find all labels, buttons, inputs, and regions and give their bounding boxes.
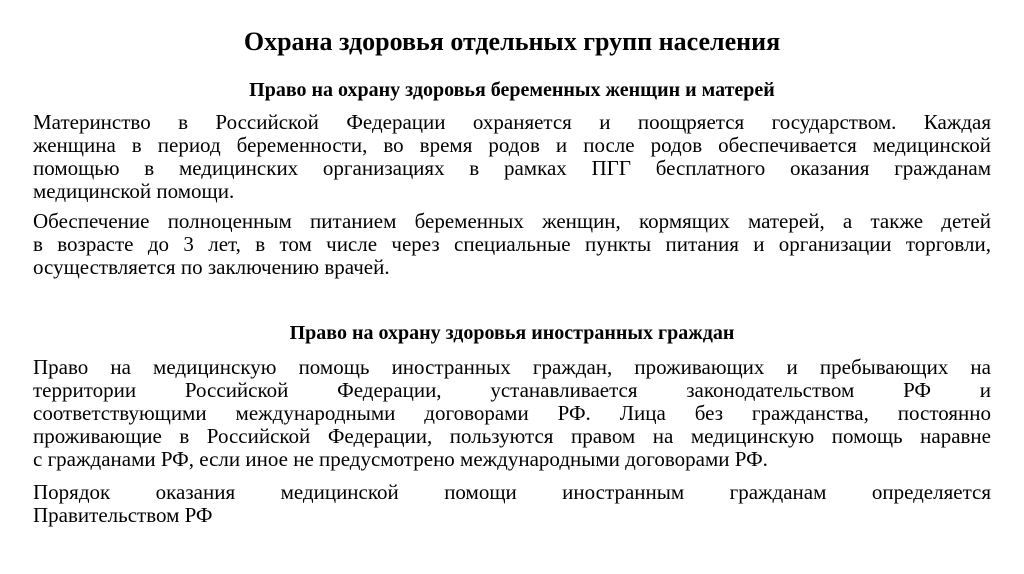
paragraph-line: осуществляется по заключению врачей. bbox=[33, 255, 390, 279]
section-heading-foreign-citizens: Право на охрану здоровья иностранных граждан bbox=[289, 322, 735, 344]
paragraph-line: Порядок оказания медицинской помощи иностранным гражданам определяется bbox=[33, 480, 991, 504]
paragraph-nutrition bbox=[33, 210, 991, 279]
paragraph-line: Обеспечение полноценным питанием беременных женщин, кормящих матерей, а также детей bbox=[33, 209, 991, 233]
paragraph-line: соответствующими международными договорами РФ. Лица без гражданства, постоянно bbox=[33, 401, 991, 425]
paragraph-line: с гражданами РФ, если иное не предусмотрено международными договорами РФ. bbox=[33, 447, 768, 471]
paragraph-line: женщина в период беременности, во время родов и после родов обеспечивается медицинской bbox=[33, 133, 991, 157]
paragraph-line: территории Российской Федерации, устанавливается законодательством РФ и bbox=[33, 378, 991, 402]
paragraph-maternity bbox=[33, 111, 991, 203]
paragraph-line: Материнство в Российской Федерации охраняется и поощряется государством. Каждая bbox=[33, 110, 991, 134]
paragraph-line: Правительством РФ bbox=[33, 503, 213, 527]
section-heading-pregnant-women: Право на охрану здоровья беременных женщин и матерей bbox=[249, 79, 775, 101]
paragraph-procedure bbox=[33, 481, 991, 527]
paragraph-line: в возрасте до 3 лет, в том числе через специальные пункты питания и организации торговли, bbox=[33, 232, 991, 256]
paragraph-line: Право на медицинскую помощь иностранных граждан, проживающих и пребывающих на bbox=[33, 355, 991, 379]
page-title: Охрана здоровья отдельных групп населения bbox=[243, 27, 781, 56]
paragraph-line: проживающие в Российской Федерации, пользуются правом на медицинскую помощь наравне bbox=[33, 424, 991, 448]
paragraph-foreign-rights bbox=[33, 356, 991, 471]
paragraph-line: помощью в медицинских организациях в рамках ПГГ бесплатного оказания гражданам bbox=[33, 156, 991, 180]
paragraph-line: медицинской помощи. bbox=[33, 179, 235, 203]
